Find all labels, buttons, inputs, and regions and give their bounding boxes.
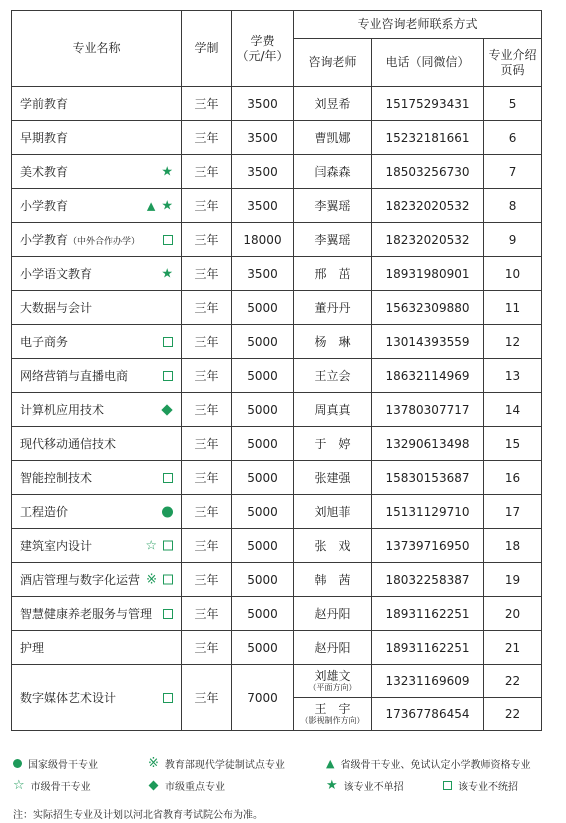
phone-cell: 18931162251 [372, 631, 484, 665]
legend-item [13, 756, 98, 771]
major-marks [161, 406, 173, 414]
hollow-square-icon [163, 473, 173, 483]
fee-cell: 5000 [232, 563, 294, 597]
legend-label: 国家级骨干专业 [28, 760, 98, 771]
major-name-cell [12, 563, 182, 597]
phone-cell: 13014393559 [372, 325, 484, 359]
legend-item [443, 778, 518, 793]
major-name: 小学语文教育 [20, 267, 93, 281]
page-cell: 22 [484, 698, 542, 731]
duration-cell: 三年 [182, 631, 232, 665]
solid-star-icon: ★ [161, 164, 173, 179]
header-contact-group: 专业咨询老师联系方式 [294, 11, 542, 39]
solid-star-icon: ★ [161, 198, 173, 213]
header-fee-line2: （元/年） [236, 48, 289, 63]
fee-cell: 5000 [232, 359, 294, 393]
solid-circle-icon [162, 506, 173, 517]
triangle-icon: ▲ [326, 757, 335, 770]
table-row [12, 121, 542, 155]
table-row [12, 257, 542, 291]
fee-cell: 5000 [232, 631, 294, 665]
fee-cell: 3500 [232, 87, 294, 121]
duration-cell: 三年 [182, 325, 232, 359]
major-name-cell [12, 529, 182, 563]
page-cell: 22 [484, 665, 542, 698]
header-teacher: 咨询老师 [294, 39, 372, 87]
phone-cell: 13231169609 [372, 665, 484, 698]
major-name-cell [12, 393, 182, 427]
table-row [12, 87, 542, 121]
fee-cell: 5000 [232, 529, 294, 563]
teacher-cell: 邢 茁 [294, 257, 372, 291]
major-name: 电子商务 [20, 335, 69, 349]
table-row [12, 461, 542, 495]
major-name: 大数据与会计 [20, 301, 93, 315]
teacher-cell: 王立会 [294, 359, 372, 393]
page-cell: 13 [484, 359, 542, 393]
page-cell: 16 [484, 461, 542, 495]
teacher-name: 刘雄文 [314, 669, 351, 683]
teacher-cell: 杨 琳 [294, 325, 372, 359]
reference-mark-icon: ※ [148, 756, 159, 771]
phone-cell: 15830153687 [372, 461, 484, 495]
duration-cell: 三年 [182, 427, 232, 461]
major-marks [161, 267, 173, 280]
fee-cell: 3500 [232, 121, 294, 155]
legend-item [148, 756, 285, 771]
teacher-cell: 刘旭菲 [294, 495, 372, 529]
major-name-cell [12, 257, 182, 291]
phone-cell: 18032258387 [372, 563, 484, 597]
major-marks [163, 371, 173, 381]
page-cell: 12 [484, 325, 542, 359]
header-page-line1: 专业介绍 [488, 47, 537, 62]
legend-label: 教育部现代学徒制试点专业 [164, 760, 285, 771]
phone-cell: 18232020532 [372, 189, 484, 223]
page-cell: 7 [484, 155, 542, 189]
header-page [484, 39, 542, 87]
legend-label: 市级骨干专业 [30, 782, 91, 793]
hollow-square-icon [163, 371, 173, 381]
major-name: 学前教育 [20, 97, 69, 111]
header-duration: 学制 [182, 11, 232, 87]
major-name: 美术教育 [20, 165, 69, 179]
teacher-cell: 赵丹阳 [294, 597, 372, 631]
major-marks [147, 199, 173, 212]
major-marks [161, 165, 173, 178]
major-name: 早期教育 [20, 131, 69, 145]
major-marks [163, 693, 173, 703]
page-cell: 18 [484, 529, 542, 563]
hollow-square-icon [443, 781, 452, 790]
duration-cell: 三年 [182, 665, 232, 731]
phone-cell: 13780307717 [372, 393, 484, 427]
major-marks [163, 337, 173, 347]
page-cell: 15 [484, 427, 542, 461]
legend-label: 省级骨干专业、免试认定小学教师资格专业 [340, 760, 531, 771]
diamond-icon [149, 781, 159, 791]
hollow-square-icon [163, 235, 173, 245]
legend-label: 该专业不统招 [458, 782, 518, 793]
teacher-cell: 张 戏 [294, 529, 372, 563]
fee-cell: 5000 [232, 325, 294, 359]
table-row [12, 563, 542, 597]
duration-cell: 三年 [182, 529, 232, 563]
major-name: 智慧健康养老服务与管理 [20, 607, 153, 621]
table-row [12, 189, 542, 223]
major-name: 护理 [20, 641, 45, 655]
major-name: 现代移动通信技术 [20, 437, 117, 451]
fee-cell: 3500 [232, 189, 294, 223]
hollow-square-icon [163, 541, 173, 551]
major-name-cell [12, 597, 182, 631]
page-cell: 8 [484, 189, 542, 223]
fee-cell: 7000 [232, 665, 294, 731]
page-cell: 10 [484, 257, 542, 291]
teacher-cell: 周真真 [294, 393, 372, 427]
hollow-square-icon [163, 575, 173, 585]
major-name-cell [12, 427, 182, 461]
phone-cell: 18632114969 [372, 359, 484, 393]
major-name: 数字媒体艺术设计 [20, 691, 117, 705]
duration-cell: 三年 [182, 563, 232, 597]
reference-mark-icon: ※ [146, 572, 157, 587]
teacher-cell: 李翼瑶 [294, 189, 372, 223]
table-row [12, 393, 542, 427]
major-name-cell [12, 189, 182, 223]
fee-cell: 3500 [232, 155, 294, 189]
duration-cell: 三年 [182, 189, 232, 223]
header-phone: 电话（同微信） [372, 39, 484, 87]
legend-item [326, 756, 530, 771]
fee-cell: 5000 [232, 597, 294, 631]
phone-cell: 13290613498 [372, 427, 484, 461]
page-cell: 21 [484, 631, 542, 665]
page-cell: 11 [484, 291, 542, 325]
teacher-cell: 张建强 [294, 461, 372, 495]
major-marks [163, 609, 173, 619]
table-row [12, 223, 542, 257]
teacher-cell: 韩 茜 [294, 563, 372, 597]
page-cell: 9 [484, 223, 542, 257]
major-name-cell [12, 631, 182, 665]
table-row [12, 427, 542, 461]
page-cell: 19 [484, 563, 542, 597]
teacher-cell: 刘昱希 [294, 87, 372, 121]
teacher-cell: 赵丹阳 [294, 631, 372, 665]
phone-cell: 15232181661 [372, 121, 484, 155]
teacher-cell: 董丹丹 [294, 291, 372, 325]
major-name: 建筑室内设计 [20, 539, 93, 553]
outline-star-icon: ☆ [145, 538, 157, 553]
major-name-cell [12, 325, 182, 359]
duration-cell: 三年 [182, 461, 232, 495]
majors-table [11, 10, 542, 731]
major-name-cell [12, 87, 182, 121]
major-name: 智能控制技术 [20, 471, 93, 485]
outline-star-icon: ☆ [13, 778, 25, 793]
page-cell: 20 [484, 597, 542, 631]
hollow-square-icon [163, 693, 173, 703]
fee-cell: 5000 [232, 291, 294, 325]
major-name: 计算机应用技术 [20, 403, 105, 417]
phone-cell: 18931162251 [372, 597, 484, 631]
major-name-cell [12, 495, 182, 529]
phone-cell: 13739716950 [372, 529, 484, 563]
header-fee [232, 11, 294, 87]
duration-cell: 三年 [182, 495, 232, 529]
hollow-square-icon [163, 337, 173, 347]
legend-item [148, 778, 225, 793]
major-name: 工程造价 [20, 505, 69, 519]
teacher-direction: （平面方向） [308, 683, 357, 692]
teacher-cell: 闫森森 [294, 155, 372, 189]
major-name-cell [12, 121, 182, 155]
triangle-icon: ▲ [146, 199, 156, 212]
phone-cell: 17367786454 [372, 698, 484, 731]
duration-cell: 三年 [182, 87, 232, 121]
major-marks [145, 539, 173, 552]
legend-item [13, 778, 91, 793]
phone-cell: 15131129710 [372, 495, 484, 529]
major-name-cell [12, 223, 182, 257]
teacher-direction: （影视制作方向） [300, 716, 365, 725]
teacher-cell: 曹凯娜 [294, 121, 372, 155]
fee-cell: 5000 [232, 461, 294, 495]
teacher-name: 王 宇 [314, 702, 351, 716]
table-row [12, 495, 542, 529]
table-row [12, 359, 542, 393]
page-cell: 17 [484, 495, 542, 529]
fee-cell: 5000 [232, 393, 294, 427]
hollow-square-icon [163, 609, 173, 619]
table-row [12, 665, 542, 698]
legend-row [13, 756, 553, 778]
major-name-cell [12, 155, 182, 189]
duration-cell: 三年 [182, 121, 232, 155]
fee-cell: 5000 [232, 495, 294, 529]
phone-cell: 18503256730 [372, 155, 484, 189]
duration-cell: 三年 [182, 597, 232, 631]
table-row [12, 529, 542, 563]
duration-cell: 三年 [182, 359, 232, 393]
duration-cell: 三年 [182, 223, 232, 257]
legend-row [13, 778, 553, 800]
phone-cell: 15175293431 [372, 87, 484, 121]
major-name: 小学教育 [20, 233, 69, 247]
legend-label: 该专业不单招 [343, 782, 404, 793]
teacher-cell: 李翼瑶 [294, 223, 372, 257]
table-row [12, 325, 542, 359]
major-marks [163, 235, 173, 245]
legend-label: 市级重点专业 [165, 782, 225, 793]
phone-cell: 18931980901 [372, 257, 484, 291]
major-name: 网络营销与直播电商 [20, 369, 129, 383]
page-cell: 5 [484, 87, 542, 121]
major-marks [162, 506, 173, 517]
duration-cell: 三年 [182, 393, 232, 427]
page-cell: 6 [484, 121, 542, 155]
major-marks [146, 573, 173, 586]
fee-cell: 5000 [232, 427, 294, 461]
major-name-cell [12, 665, 182, 731]
duration-cell: 三年 [182, 155, 232, 189]
teacher-cell: 于 婷 [294, 427, 372, 461]
major-name: 酒店管理与数字化运营 [20, 573, 141, 587]
duration-cell: 三年 [182, 257, 232, 291]
major-note: （中外合作办学） [68, 237, 141, 247]
teacher-cell [294, 698, 372, 731]
fee-cell: 18000 [232, 223, 294, 257]
legend [13, 756, 553, 800]
teacher-cell [294, 665, 372, 698]
major-name-cell [12, 359, 182, 393]
phone-cell: 15632309880 [372, 291, 484, 325]
header-page-line2: 页码 [500, 62, 525, 77]
duration-cell: 三年 [182, 291, 232, 325]
table-row [12, 291, 542, 325]
table-row [12, 597, 542, 631]
header-fee-line1: 学费 [250, 33, 275, 48]
major-name-cell [12, 291, 182, 325]
header-major: 专业名称 [12, 11, 182, 87]
diamond-icon [161, 404, 172, 415]
solid-star-icon: ★ [326, 778, 338, 793]
table-row [12, 631, 542, 665]
solid-circle-icon [13, 759, 22, 768]
solid-star-icon: ★ [161, 266, 173, 281]
phone-cell: 18232020532 [372, 223, 484, 257]
legend-item [326, 778, 404, 793]
major-marks [163, 473, 173, 483]
table-body [12, 87, 542, 731]
table-row [12, 155, 542, 189]
footnote: 注：实际招生专业及计划以河北省教育考试院公布为准。 [13, 810, 263, 821]
fee-cell: 3500 [232, 257, 294, 291]
major-name: 小学教育 [20, 199, 69, 213]
page-cell: 14 [484, 393, 542, 427]
major-name-cell [12, 461, 182, 495]
